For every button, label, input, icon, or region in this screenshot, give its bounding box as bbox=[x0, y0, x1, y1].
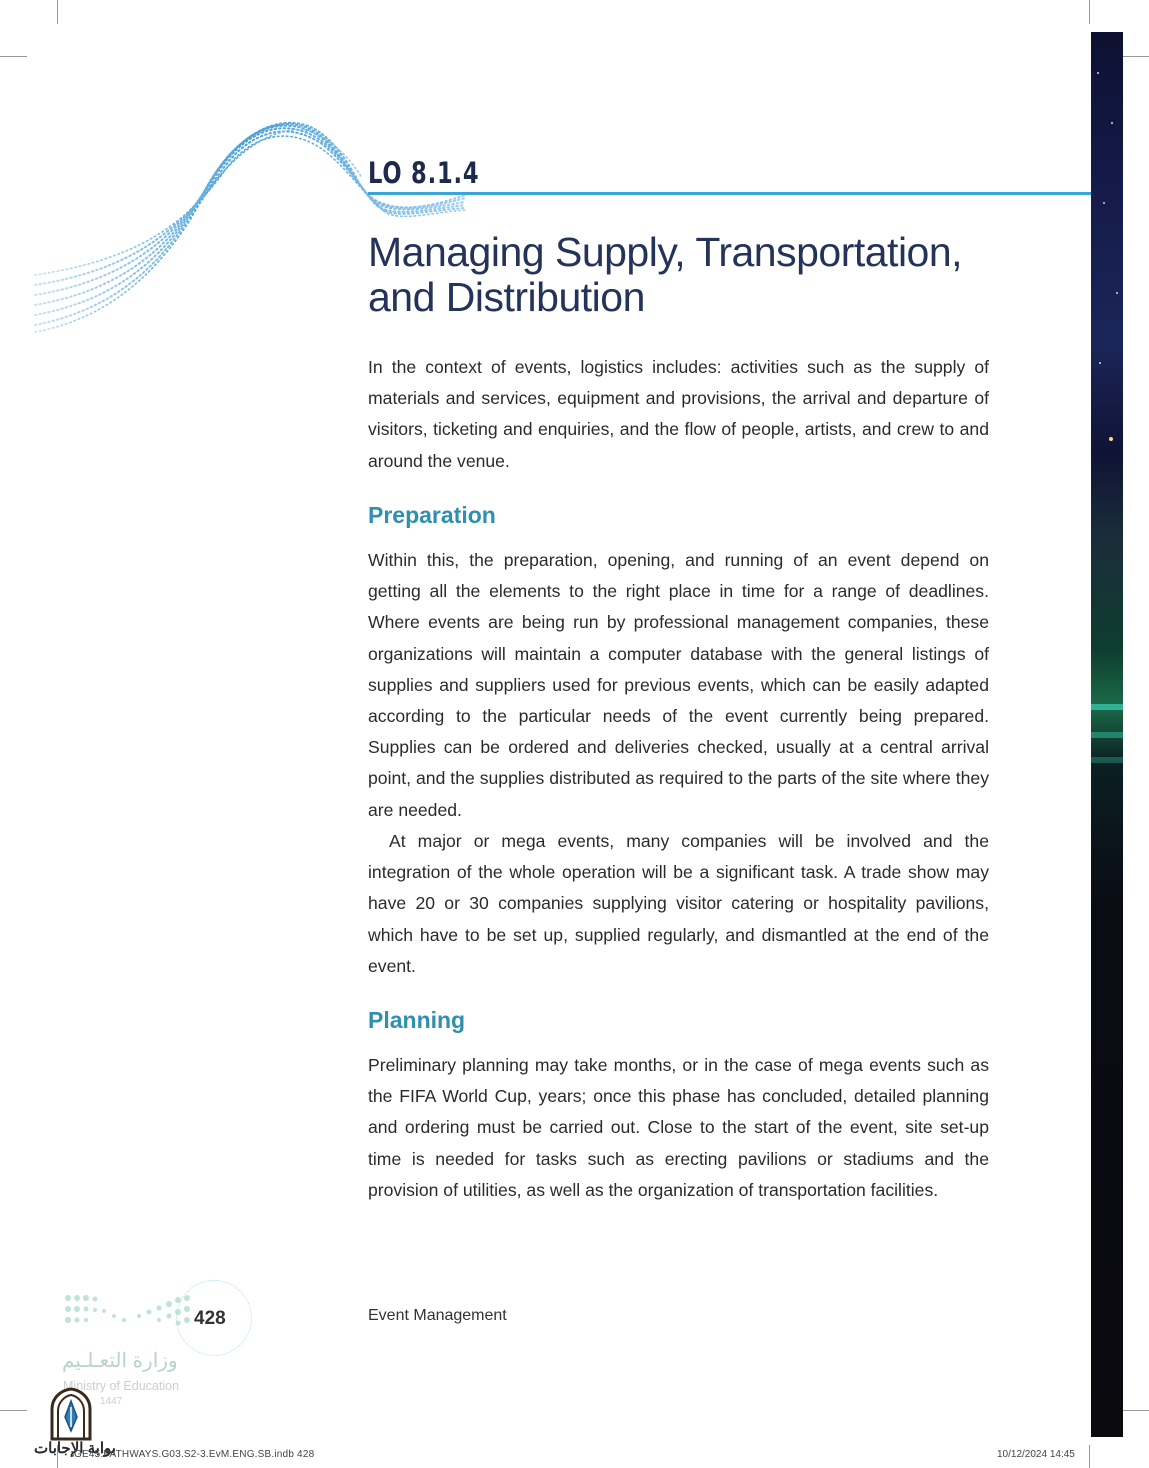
preparation-paragraph-1: Within this, the preparation, opening, and running of an event depend on getting all the elements to the right place in time for a range of deadlines. Where events are being run by professional management companies, these organizations will maintain a computer database with the general listings of supplies and suppliers used for previous events, which can be easily adapted according to the particular needs of the event currently being prepared. Supplies can be ordered and deliveries checked, usually at a central arrival point, and the supplies distributed as required to the parts of the site where they are needed. bbox=[368, 550, 989, 820]
heading-rule bbox=[368, 192, 1091, 195]
intro-paragraph: In the context of events, logistics includes: activities such as the supply of materials and services, equipment and provisions, the arrival and departure of visitors, ticketing and enquiries, and the flow of people, artists, and crew to and around the venue. bbox=[368, 357, 989, 471]
planning-paragraph-1: Preliminary planning may take months, or in the case of mega events such as the FIFA World Cup, years; once this phase has concluded, detailed planning and ordering must be carried out. Close to the start of the event, site set-up time is needed for tasks such as erecting pavilions or stadiums and the provision of utilities, as well as the organization of transportation facilities. bbox=[368, 1055, 989, 1200]
crop-mark bbox=[1089, 1445, 1090, 1468]
section-heading-preparation: Preparation bbox=[368, 502, 496, 528]
book-title: Event Management bbox=[368, 1307, 507, 1324]
ministry-year: 1447 bbox=[100, 1396, 123, 1407]
crop-mark bbox=[57, 0, 58, 24]
section-heading-planning: Planning bbox=[368, 1007, 466, 1033]
answers-portal-logo-text: بوابة الإجابات bbox=[34, 1440, 116, 1457]
learning-objective-label: LO 8.1.4 bbox=[368, 156, 480, 190]
crop-mark bbox=[1089, 0, 1090, 24]
title-line-1: Managing Supply, Transportation, bbox=[368, 229, 963, 275]
ministry-name-arabic: وزارة التعـلـيم bbox=[62, 1350, 178, 1372]
page-title bbox=[368, 230, 1068, 320]
page-number: 428 bbox=[194, 1308, 226, 1329]
bleed-photo-strip bbox=[1091, 32, 1123, 1437]
crop-mark bbox=[1122, 56, 1149, 57]
crop-mark bbox=[0, 1410, 27, 1411]
print-slug-datetime: 10/12/2024 14:45 bbox=[997, 1449, 1075, 1460]
title-line-2: and Distribution bbox=[368, 274, 645, 320]
crop-mark bbox=[1122, 1410, 1149, 1411]
crop-mark bbox=[0, 56, 27, 57]
preparation-paragraph-2: At major or mega events, many companies will be involved and the integration of the whole operation will be a significant task. A trade show may have 20 or 30 companies supplying visitor catering or hospitality pavilions, which have to be set up, supplied regularly, and dismantled at the end of the event. bbox=[368, 831, 989, 976]
answers-portal-logo-icon bbox=[48, 1387, 94, 1441]
print-slug-file: GE45.PATHWAYS.G03.S2-3.EvM.ENG.SB.indb 428 bbox=[74, 1449, 315, 1460]
ministry-name-english: Ministry of Education bbox=[63, 1379, 180, 1393]
